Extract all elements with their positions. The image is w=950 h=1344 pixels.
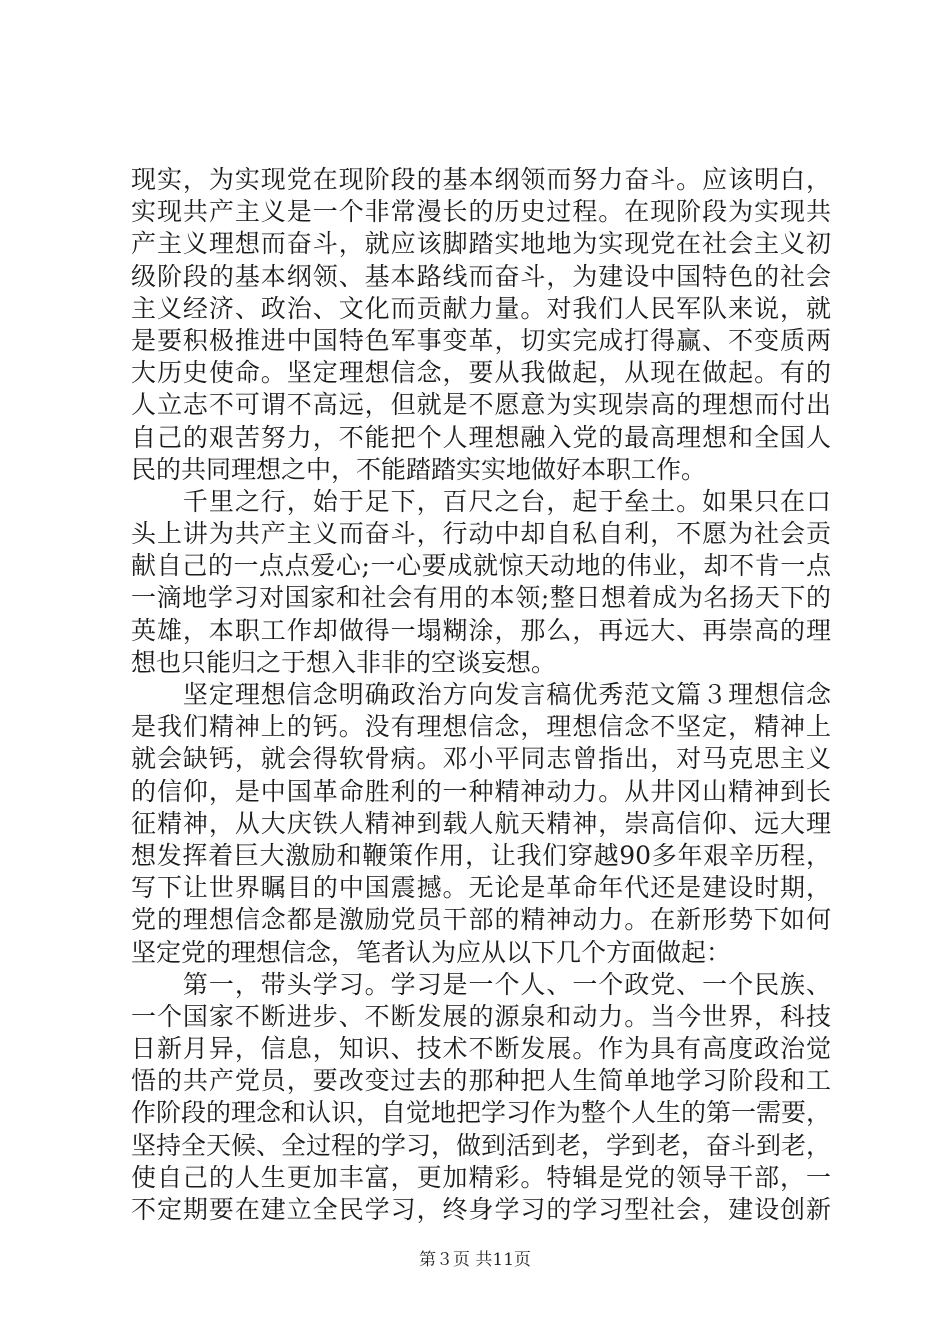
paragraph-end-line: 民的共同理想之中，不能踏踏实实地做好本职工作。 bbox=[131, 454, 707, 484]
text-line: 坚定理想信念明确政治方向发言稿优秀范文篇３理想信念 bbox=[131, 680, 831, 709]
body-text bbox=[131, 164, 831, 1226]
text-line: 一滴地学习对国家和社会有用的本领;整日想着成为名扬天下的 bbox=[131, 583, 831, 613]
text-line: 实现共产主义是一个非常漫长的历史过程。在现阶段为实现共 bbox=[131, 197, 831, 227]
page-number-footer: 第３页 共11页 bbox=[418, 1250, 532, 1270]
text-line: 第一，带头学习。学习是一个人、一个政党、一个民族、 bbox=[131, 969, 831, 999]
text-line: 写下让世界瞩目的中国震撼。无论是革命年代还是建设时期， bbox=[131, 873, 831, 903]
text-line: 现实，为实现党在现阶段的基本纲领而努力奋斗。应该明白， bbox=[131, 165, 831, 194]
text-line: 大历史使命。坚定理想信念，要从我做起，从现在做起。有的 bbox=[131, 358, 831, 388]
text-line: 产主义理想而奋斗，就应该脚踏实地地为实现党在社会主义初 bbox=[131, 229, 831, 259]
text-line: 一个国家不断进步、不断发展的源泉和动力。当今世界，科技 bbox=[131, 1001, 831, 1031]
text-line: 人立志不可谓不高远，但就是不愿意为实现崇高的理想而付出 bbox=[131, 390, 831, 420]
text-line: 自己的艰苦努力，不能把个人理想融入党的最高理想和全国人 bbox=[131, 422, 831, 452]
text-line: 悟的共产党员，要改变过去的那种把人生简单地学习阶段和工 bbox=[131, 1066, 831, 1096]
text-line: 不定期要在建立全民学习，终身学习的学习型社会，建设创新 bbox=[131, 1195, 831, 1224]
text-line: 主义经济、政治、文化而贡献力量。对我们人民军队来说，就 bbox=[131, 293, 831, 323]
paragraph-end-line: 坚定党的理想信念，笔者认为应从以下几个方面做起： bbox=[131, 937, 732, 967]
text-line: 千里之行，始于足下，百尺之台，起于垒土。如果只在口 bbox=[131, 486, 831, 516]
text-line: 使自己的人生更加丰富，更加精彩。特辑是党的领导干部，一 bbox=[131, 1162, 831, 1192]
text-line: 头上讲为共产主义而奋斗，行动中却自私自利，不愿为社会贡 bbox=[131, 519, 831, 549]
text-line: 的信仰，是中国革命胜利的一种精神动力。从井冈山精神到长 bbox=[131, 776, 831, 806]
paragraph-end-line: 想也只能归之于想入非非的空谈妄想。 bbox=[131, 647, 557, 677]
text-line: 是要积极推进中国特色军事变革，切实完成打得赢、不变质两 bbox=[131, 325, 831, 355]
text-line: 就会缺钙，就会得软骨病。邓小平同志曾指出，对马克思主义 bbox=[131, 744, 831, 774]
text-line: 级阶段的基本纲领、基本路线而奋斗，为建设中国特色的社会 bbox=[131, 261, 831, 291]
text-line: 献自己的一点点爱心;一心要成就惊天动地的伟业，却不肯一点 bbox=[131, 551, 831, 581]
text-line: 征精神，从大庆铁人精神到载人航天精神，崇高信仰、远大理 bbox=[131, 808, 831, 838]
text-line: 日新月异，信息，知识、技术不断发展。作为具有高度政治觉 bbox=[131, 1034, 831, 1064]
text-line: 想发挥着巨大激励和鞭策作用，让我们穿越90多年艰辛历程， bbox=[131, 840, 831, 870]
text-line: 坚持全天候、全过程的学习，做到活到老，学到老，奋斗到老， bbox=[131, 1130, 831, 1160]
text-line: 是我们精神上的钙。没有理想信念，理想信念不坚定，精神上 bbox=[131, 712, 831, 742]
text-line: 作阶段的理念和认识，自觉地把学习作为整个人生的第一需要， bbox=[131, 1098, 831, 1128]
text-line: 党的理想信念都是激励党员干部的精神动力。在新形势下如何 bbox=[131, 905, 831, 935]
text-line: 英雄，本职工作却做得一塌糊涂，那么，再远大、再崇高的理 bbox=[131, 615, 831, 645]
